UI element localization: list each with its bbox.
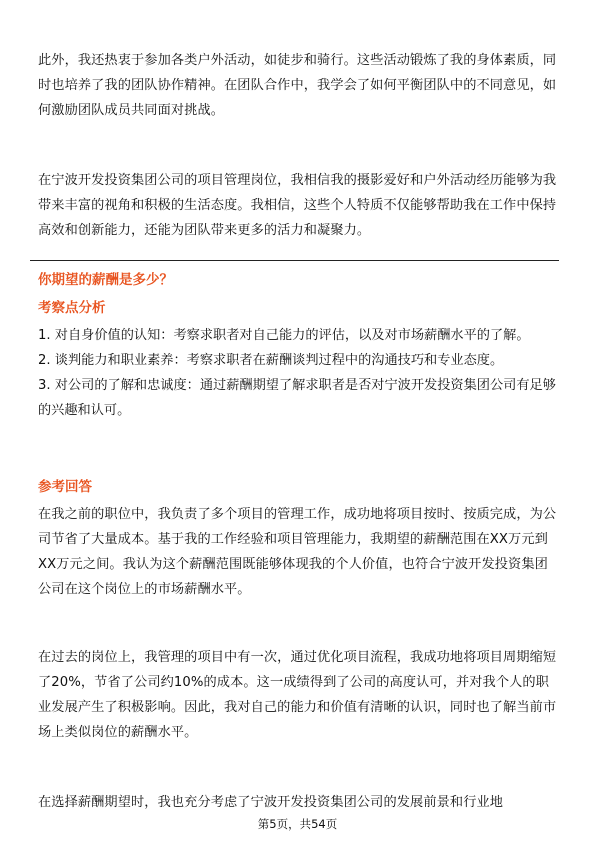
answer-paragraph: 在过去的岗位上，我管理的项目中有一次，通过优化项目流程，我成功地将项目周期缩短了20%，节省了公司约10%的成本。这一成绩得到了公司的高度认可，并对我个人的职业发展产生了积极影响。因此，我对自己的能力和价值有清晰的认识，同时也了解当前市场上类似岗位的薪酬水平。 bbox=[38, 650, 557, 740]
question-heading: 你期望的薪酬是多少？ bbox=[38, 272, 173, 288]
analysis-heading: 考察点分析 bbox=[38, 300, 106, 316]
analysis-item: 1. 对自身价值的认知：考察求职者对自己能力的评估，以及对市场薪酬水平的了解。 bbox=[38, 328, 530, 343]
analysis-item: 3. 对公司的了解和忠诚度：通过薪酬期望了解求职者是否对宁波开发投资集团公司有足够的兴趣和认可。 bbox=[38, 378, 556, 418]
answer-paragraph: 在选择薪酬期望时，我也充分考虑了宁波开发投资集团公司的发展前景和行业地 bbox=[38, 795, 504, 810]
analysis-item: 2. 谈判能力和职业素养：考察求职者在薪酬谈判过程中的沟通技巧和专业态度。 bbox=[38, 353, 504, 368]
answer-heading: 参考回答 bbox=[38, 479, 92, 495]
paragraph-outdoor-activities: 此外，我还热衷于参加各类户外活动，如徒步和骑行。这些活动锻炼了我的身体素质，同时也培养了我的团队协作精神。在团队合作中，我学会了如何平衡团队中的不同意见，如何激励团队成员共同面对挑战。 bbox=[38, 53, 557, 118]
section-divider bbox=[30, 260, 559, 261]
paragraph-position-fit: 在宁波开发投资集团公司的项目管理岗位，我相信我的摄影爱好和户外活动经历能够为我带来丰富的视角和积极的生活态度。我相信，这些个人特质不仅能够帮助我在工作中保持高效和创新能力，还能为团队带来更多的活力和凝聚力。 bbox=[38, 173, 557, 238]
page-number: 第5页，共54页 bbox=[257, 817, 338, 831]
analysis-list bbox=[38, 323, 558, 423]
answer-paragraph: 在我之前的职位中，我负责了多个项目的管理工作，成功地将项目按时、按质完成，为公司节省了大量成本。基于我的工作经验和项目管理能力，我期望的薪酬范围在XX万元到XX万元之间。我认为这个薪酬范围既能够体现我的个人价值，也符合宁波开发投资集团公司在这个岗位上的市场薪酬水平。 bbox=[38, 507, 557, 597]
